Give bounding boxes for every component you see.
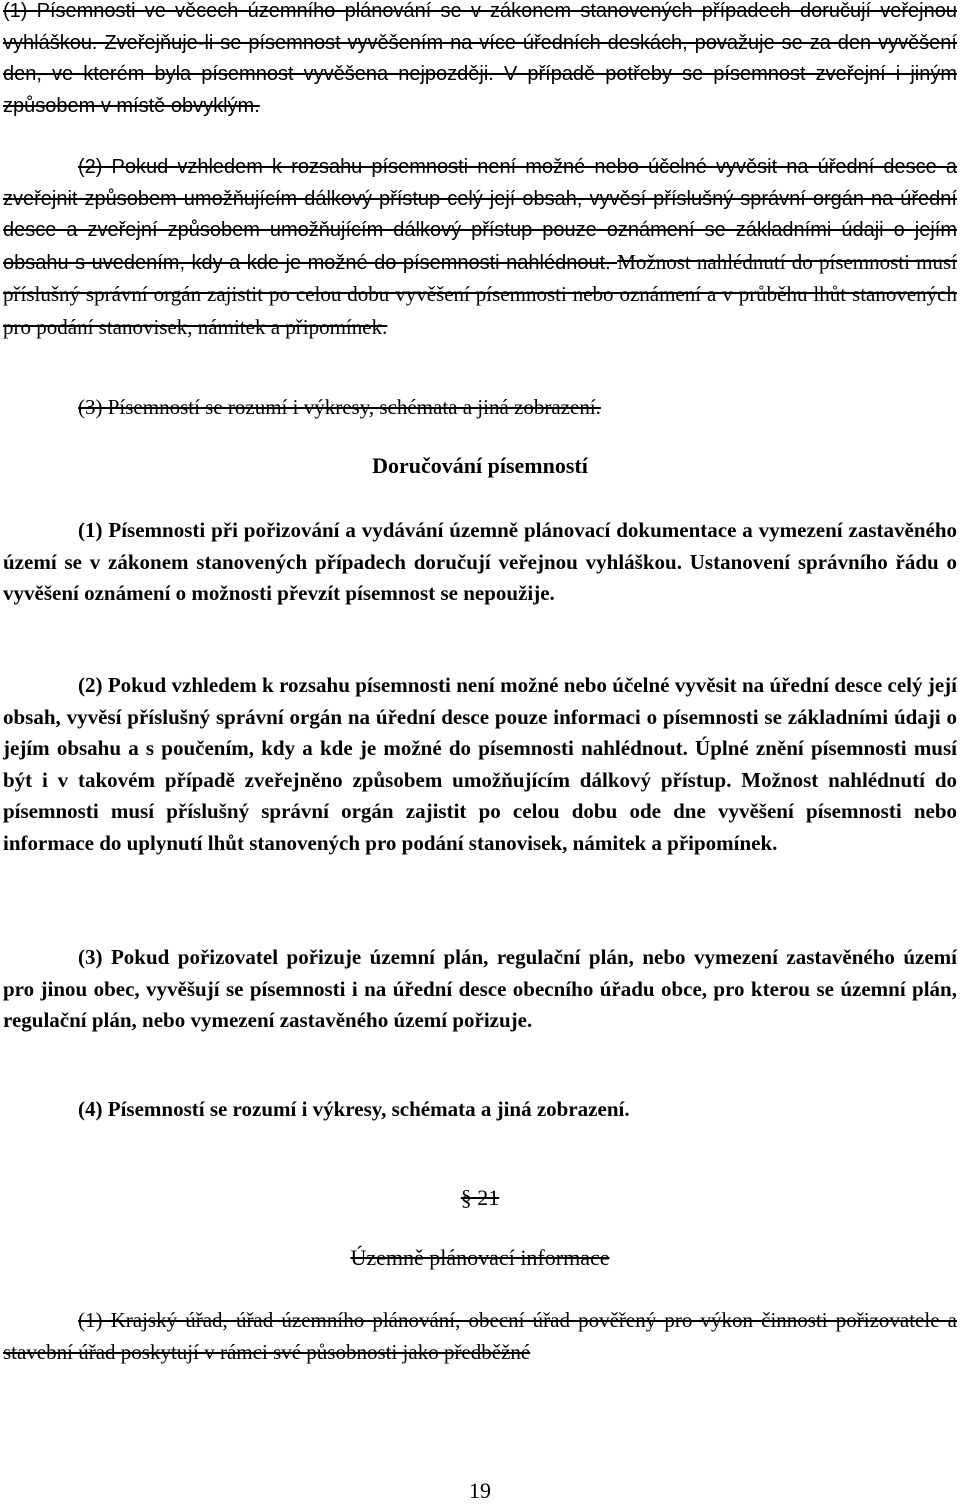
section-number: § 21	[460, 1185, 500, 1210]
section-21-paragraph-1: (1) Krajský úřad, úřad územního plánování, obecní úřad pověřený pro výkon činnosti pořizovatele a stavební úřad poskytují v rámci své působnosti jako předběžné	[3, 1308, 957, 1364]
section-heading: Doručování písemností	[372, 453, 588, 478]
new-paragraph-3: (3) Pokud pořizovatel pořizuje územní plán, regulační plán, nebo vymezení zastavěného území pro jinou obec, vyvěšují se písemnosti i na úřední desce obecního úřadu obce, pro kterou se územní plán, regulační plán, nebo vymezení zastavěného území pořizuje.	[3, 945, 957, 1032]
new-paragraph-4: (4) Písemností se rozumí i výkresy, schémata a jiná zobrazení.	[78, 1097, 630, 1121]
old-paragraph-1: (1) Písemnosti ve věcech územního plánování se v zákonem stanovených případech doručují veřejnou vyhláškou. Zveřejňuje-li se písemnost vyvěšením na více úředních deskách, považuje se za den vyvěšení den, ve kterém byla písemnost vyvěšena nejpozději. V případě potřeby se písemnost zveřejní i jiným způsobem v místě obvyklým.	[3, 0, 957, 117]
old-paragraph-2	[3, 152, 957, 344]
old-paragraph-3: (3) Písemností se rozumí i výkresy, schémata a jiná zobrazení.	[78, 395, 601, 419]
new-paragraph-2: (2) Pokud vzhledem k rozsahu písemnosti není možné nebo účelné vyvěsit na úřední desce celý její obsah, vyvěsí příslušný správní orgán na úřední desce pouze informaci o písemnosti se základními údaji o jejím obsahu a s poučením, kdy a kde je možné do písemnosti nahlédnout. Úplné znění písemnosti musí být i v takovém případě zveřejněno způsobem umožňujícím dálkový přístup. Možnost nahlédnutí do písemnosti musí příslušný správní orgán zajistit po celou dobu ode dne vyvěšení písemnosti nebo informace do uplynutí lhůt stanovených pro podání stanovisek, námitek a připomínek.	[3, 673, 957, 855]
old-paragraph-2-sans: (2) Pokud vzhledem k rozsahu písemnosti není možné nebo účelné vyvěsit na úřední desce a zveřejnit způsobem umožňujícím dálkový přístup celý její obsah, vyvěsí příslušný správní orgán na úřední desce a zveřejní způsobem umožňujícím dálkový přístup pouze oznámení se základními údaji o jejím obsahu s uvedením, kdy a kde je možné do písemnosti nahlédnout.	[3, 156, 957, 274]
new-paragraph-1: (1) Písemnosti při pořizování a vydávání územně plánovací dokumentace a vymezení zastavěného území se v zákonem stanovených případech doručují veřejnou vyhláškou. Ustanovení správního řádu o vyvěšení oznámení o možnosti převzít písemnost se nepoužije.	[3, 518, 957, 605]
section-title: Územně plánovací informace	[350, 1245, 610, 1270]
page-number: 19	[469, 1478, 491, 1503]
old-paragraph-2-serif: Možnost nahlédnutí do písemnosti musí příslušný správní orgán zajistit po celou dobu vyvěšení písemnosti nebo oznámení a v průběhu lhůt stanovených pro podání stanovisek, námitek a připomínek.	[3, 249, 958, 339]
